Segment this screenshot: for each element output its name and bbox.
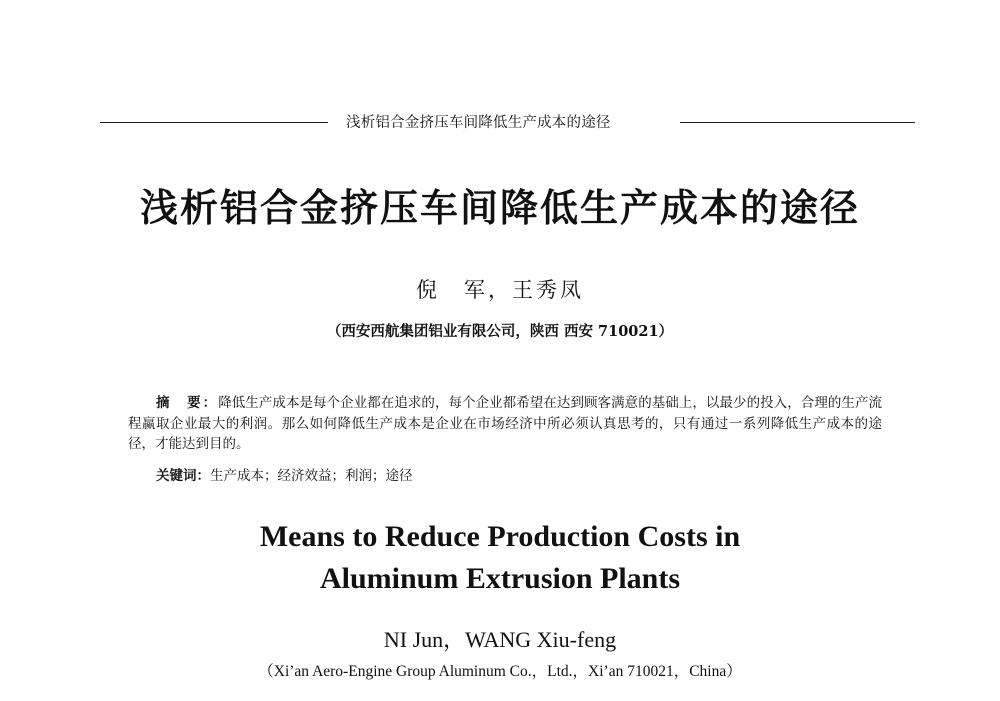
english-authors: NI Jun，WANG Xiu-feng: [383, 627, 617, 652]
header-rule-left: [100, 122, 328, 123]
keywords-text: 生产成本；经济效益；利润；途径: [210, 468, 413, 484]
english-title: [0, 516, 1000, 600]
english-title-line-1: Means to Reduce Production Costs in: [259, 520, 741, 553]
running-header-text: 浅析铝合金挤压车间降低生产成本的途径: [346, 115, 611, 131]
keywords-label: 关键词：: [156, 468, 210, 484]
header-rule-right: [680, 122, 915, 123]
abstract-label: 摘 要：: [156, 395, 219, 411]
chinese-title: 浅析铝合金挤压车间降低生产成本的途径: [139, 185, 860, 230]
keywords: [156, 466, 413, 486]
chinese-authors: 倪 军，王秀凤: [416, 278, 584, 302]
chinese-affiliation: （西安西航集团铝业有限公司，陕西 西安 710021）: [326, 323, 674, 340]
abstract-text: 降低生产成本是每个企业都在追求的，每个企业都希望在达到顾客满意的基础上，以最少的投入，合理的生产流程赢取企业最大的利润。那么如何降低生产成本是企业在市场经济中所必须认真思考的，只有通过一系列降低生产成本的途径，才能达到目的。: [128, 395, 883, 452]
english-affiliation: （Xi’an Aero-Engine Group Aluminum Co.，Ltd.，Xi’an 710021，China）: [258, 663, 742, 680]
abstract: [128, 393, 882, 455]
running-header: [100, 113, 915, 133]
english-title-line-2: Aluminum Extrusion Plants: [319, 562, 681, 595]
